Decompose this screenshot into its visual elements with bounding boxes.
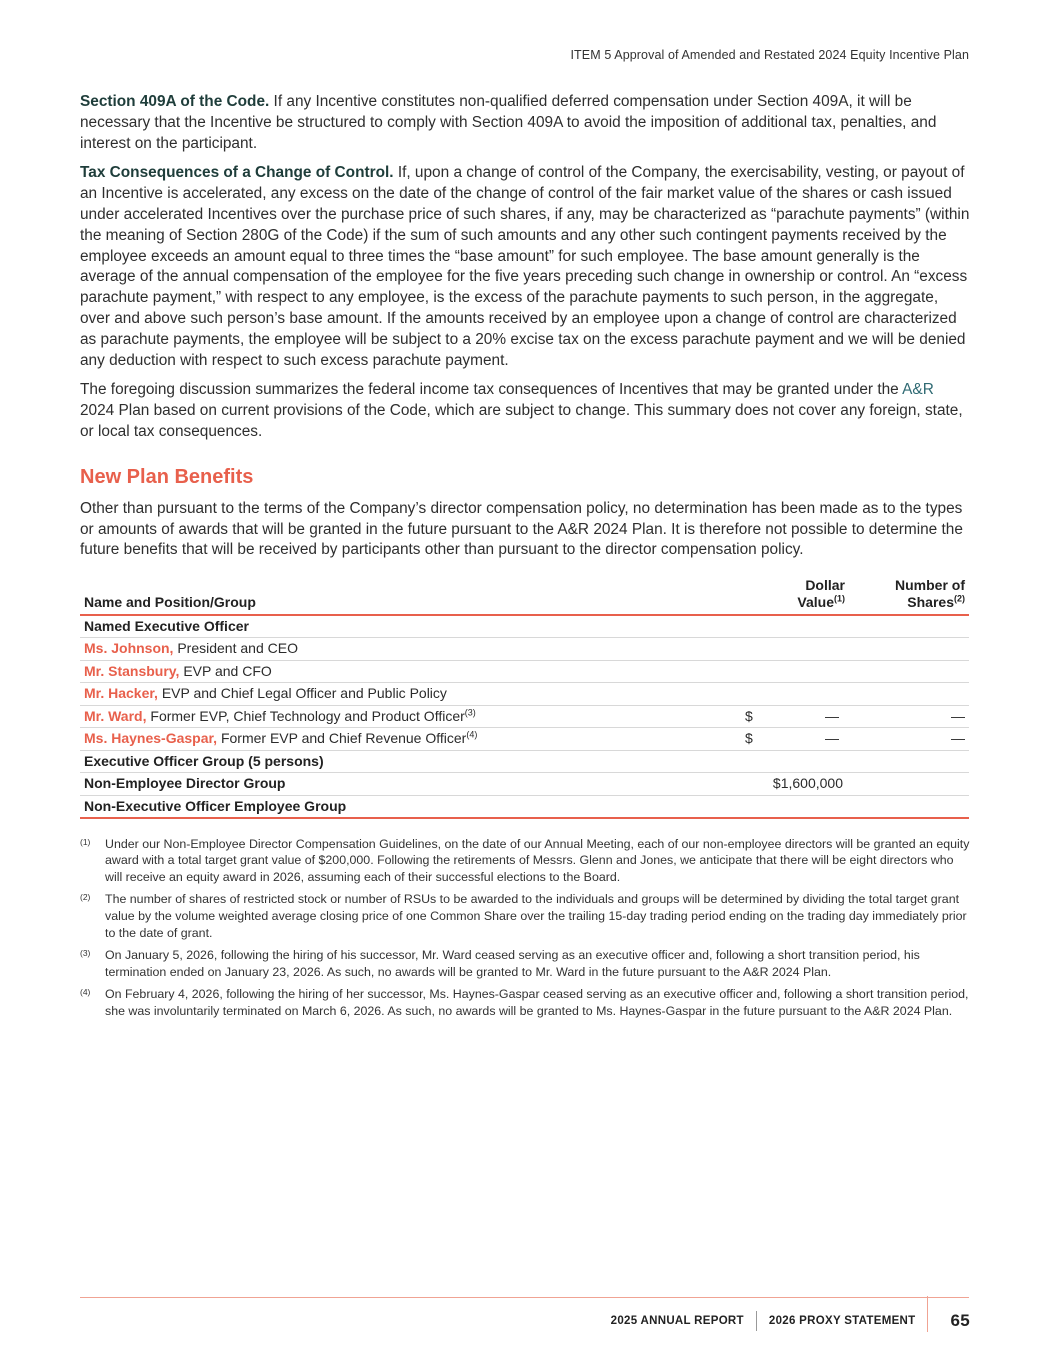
change-of-control-paragraph [80,163,970,371]
shares-cell [849,638,969,661]
section-409a-heading: Section 409A of the Code. [80,93,270,110]
header-shares-line2: Shares [907,594,954,611]
footer-separator [756,1311,757,1331]
footnotes [80,836,970,1020]
section-409a-paragraph [80,92,970,154]
name-position-cell [80,660,739,683]
footer-divider [80,1297,969,1298]
officer-name: Mr. Ward, [84,707,147,724]
table-row [80,660,969,683]
group-label: Non-Executive Officer Employee Group [80,795,739,818]
footnote-text: On February 4, 2026, following the hiring of her successor, Ms. Haynes-Gaspar ceased serving as an executive officer and, following a short transition period, she was involuntarily terminated on March 6, 2026. As such, no awards will be granted to Ms. Haynes-Gaspar in the future pursuant to the A&R 2024 Plan. [105,987,969,1018]
footnote-3 [80,947,970,980]
page-number: 65 [950,1311,970,1330]
footer-proxy-statement: 2026 PROXY STATEMENT [768,1315,916,1327]
shares-cell [849,615,969,638]
dollar-value: $1,600,000 [772,775,843,792]
footnote-text: The number of shares of restricted stock or number of RSUs to be awarded to the individuals and groups will be determined by dividing the total target grant value by the volume weighted average closing price of one Common Share over the trailing 15-day trading period ending on the trading day immediately prior to the date of grant. [105,892,967,940]
table-row [80,728,969,751]
page-footer [611,1310,970,1332]
officer-name: Mr. Stansbury, [84,662,180,679]
footnote-ref-2: (2) [954,593,965,604]
table-row [80,615,969,638]
running-header: ITEM 5 Approval of Amended and Restated 2024 Equity Incentive Plan [570,48,969,62]
change-of-control-body: If, upon a change of control of the Company, the exercisability, vesting, or payout of an Incentive is accelerated, any excess on the date of the change of control of the fair market value of the shares or cash issued under accelerated Incentives over the purchase price of such shares, if any, may be characterized as “parachute payments” (within the meaning of Section 280G of the Code) if the sum of such amounts and any other such contingent payments received by the employee exceeds an amount equal to three times the “base amount” for such employee. The base amount generally is the average of the annual compensation of the employee for the five years preceding such change in ownership or control. An “excess parachute payment,” with respect to any employee, is the excess of the parachute payments to such person, in the aggregate, over and above such person’s base amount. If the amounts received by an employee upon a change of control are characterized as parachute payments, the employee will be subject to a 20% excise tax on the excess parachute payment and we will be denied any deduction with respect to such excess parachute payment. [80,164,970,369]
section-409a-body: If any Incentive constitutes non-qualified deferred compensation under Section 409A, it will be necessary that the Incentive be structured to comply with Section 409A to avoid the imposition of additional tax, penalties, and interest on the participant. [80,93,937,152]
dollar-value-cell [739,750,849,773]
summary-text-before: The foregoing discussion summarizes the federal income tax consequences of Incentives that may be granted under the [80,381,903,399]
header-number-of-shares [849,577,969,615]
header-dollar-line1: Dollar [805,577,845,594]
dollar-value-cell [739,795,849,818]
footnote-mark: (3) [80,948,91,959]
header-name-position: Name and Position/Group [80,577,739,615]
footnote-2 [80,891,970,941]
dollar-value-cell [739,615,849,638]
summary-paragraph [80,380,970,442]
footnote-1 [80,836,970,886]
group-label: Named Executive Officer [80,615,739,638]
officer-position: EVP and Chief Legal Officer and Public Policy [157,685,447,702]
page-content [80,92,970,1026]
dollar-value-cell [739,773,849,796]
shares-cell [849,773,969,796]
dollar-value-cell [739,705,849,728]
dollar-value-cell [739,683,849,706]
footnote-ref-3: (3) [464,707,476,718]
footnote-ref-1: (1) [834,593,845,604]
shares-cell [849,795,969,818]
name-position-cell [80,728,739,751]
officer-name: Ms. Haynes-Gaspar, [84,730,218,747]
dollar-sign: $ [745,707,753,724]
header-dollar-value [739,577,849,615]
footnote-ref-4: (4) [466,729,478,740]
name-position-cell [80,683,739,706]
table-row [80,683,969,706]
officer-position: Former EVP and Chief Revenue Officer [217,730,467,747]
dollar-value: — [825,730,839,747]
table-row [80,795,969,818]
change-of-control-heading: Tax Consequences of a Change of Control. [80,164,394,182]
officer-position: Former EVP, Chief Technology and Product Officer [146,707,465,724]
officer-position: EVP and CFO [179,662,272,679]
new-plan-benefits-title: New Plan Benefits [80,465,254,488]
table-row [80,750,969,773]
officer-name: Mr. Hacker, [84,685,158,702]
dollar-value-cell [739,638,849,661]
footer-annual-report: 2025 ANNUAL REPORT [610,1315,744,1327]
dollar-value: — [825,707,839,724]
footnote-4 [80,986,970,1019]
officer-position: President and CEO [173,640,298,657]
shares-cell: — [849,728,969,751]
summary-text-after: 2024 Plan based on current provisions of the Code, which are subject to change. This summary does not cover any foreign, state, or local tax consequences. [80,402,963,440]
shares-cell [849,683,969,706]
officer-name: Ms. Johnson, [84,640,174,657]
footnote-mark: (4) [80,987,91,998]
footnote-text: On January 5, 2026, following the hiring of his successor, Mr. Ward ceased serving as an executive officer and, following a short transition period, his termination ended on January 23, 2026. As such, no awards will be granted to Mr. Ward in the future pursuant to the A&R 2024 Plan. [105,948,920,979]
new-plan-benefits-intro: Other than pursuant to the terms of the Company’s director compensation policy, no determination has been made as to the types or amounts of awards that will be granted in the future pursuant to the A&R 2024 Plan. It is therefore not possible to determine the future benefits that will be received by participants other than pursuant to the director compensation policy. [80,499,963,559]
dollar-value-cell [739,728,849,751]
footnote-text: Under our Non-Employee Director Compensation Guidelines, on the date of our Annual Meeting, each of our non-employee directors will be granted an equity award with a total target grant value of $200,000. Following the retirements of Messrs. Glenn and Jones, we anticipate that there will be eight directors who will receive an equity award in 2026, assuming each of their successful elections to the Board. [105,836,970,884]
footnote-mark: (1) [80,836,91,847]
footer-vertical-rule [927,1296,928,1332]
name-position-cell [80,638,739,661]
group-label: Executive Officer Group (5 persons) [80,750,739,773]
shares-cell [849,660,969,683]
table-header-row [80,577,969,615]
header-dollar-line2: Value [797,594,834,611]
table-row [80,705,969,728]
table-row [80,638,969,661]
name-position-cell [80,705,739,728]
footnote-mark: (2) [80,892,91,903]
new-plan-benefits-table [80,577,969,819]
shares-cell: — [849,705,969,728]
dollar-sign: $ [745,730,753,747]
shares-cell [849,750,969,773]
header-shares-line1: Number of [895,577,965,594]
ar-plan-link[interactable]: A&R [902,381,934,399]
table-row [80,773,969,796]
dollar-value-cell [739,660,849,683]
group-label: Non-Employee Director Group [80,773,739,796]
